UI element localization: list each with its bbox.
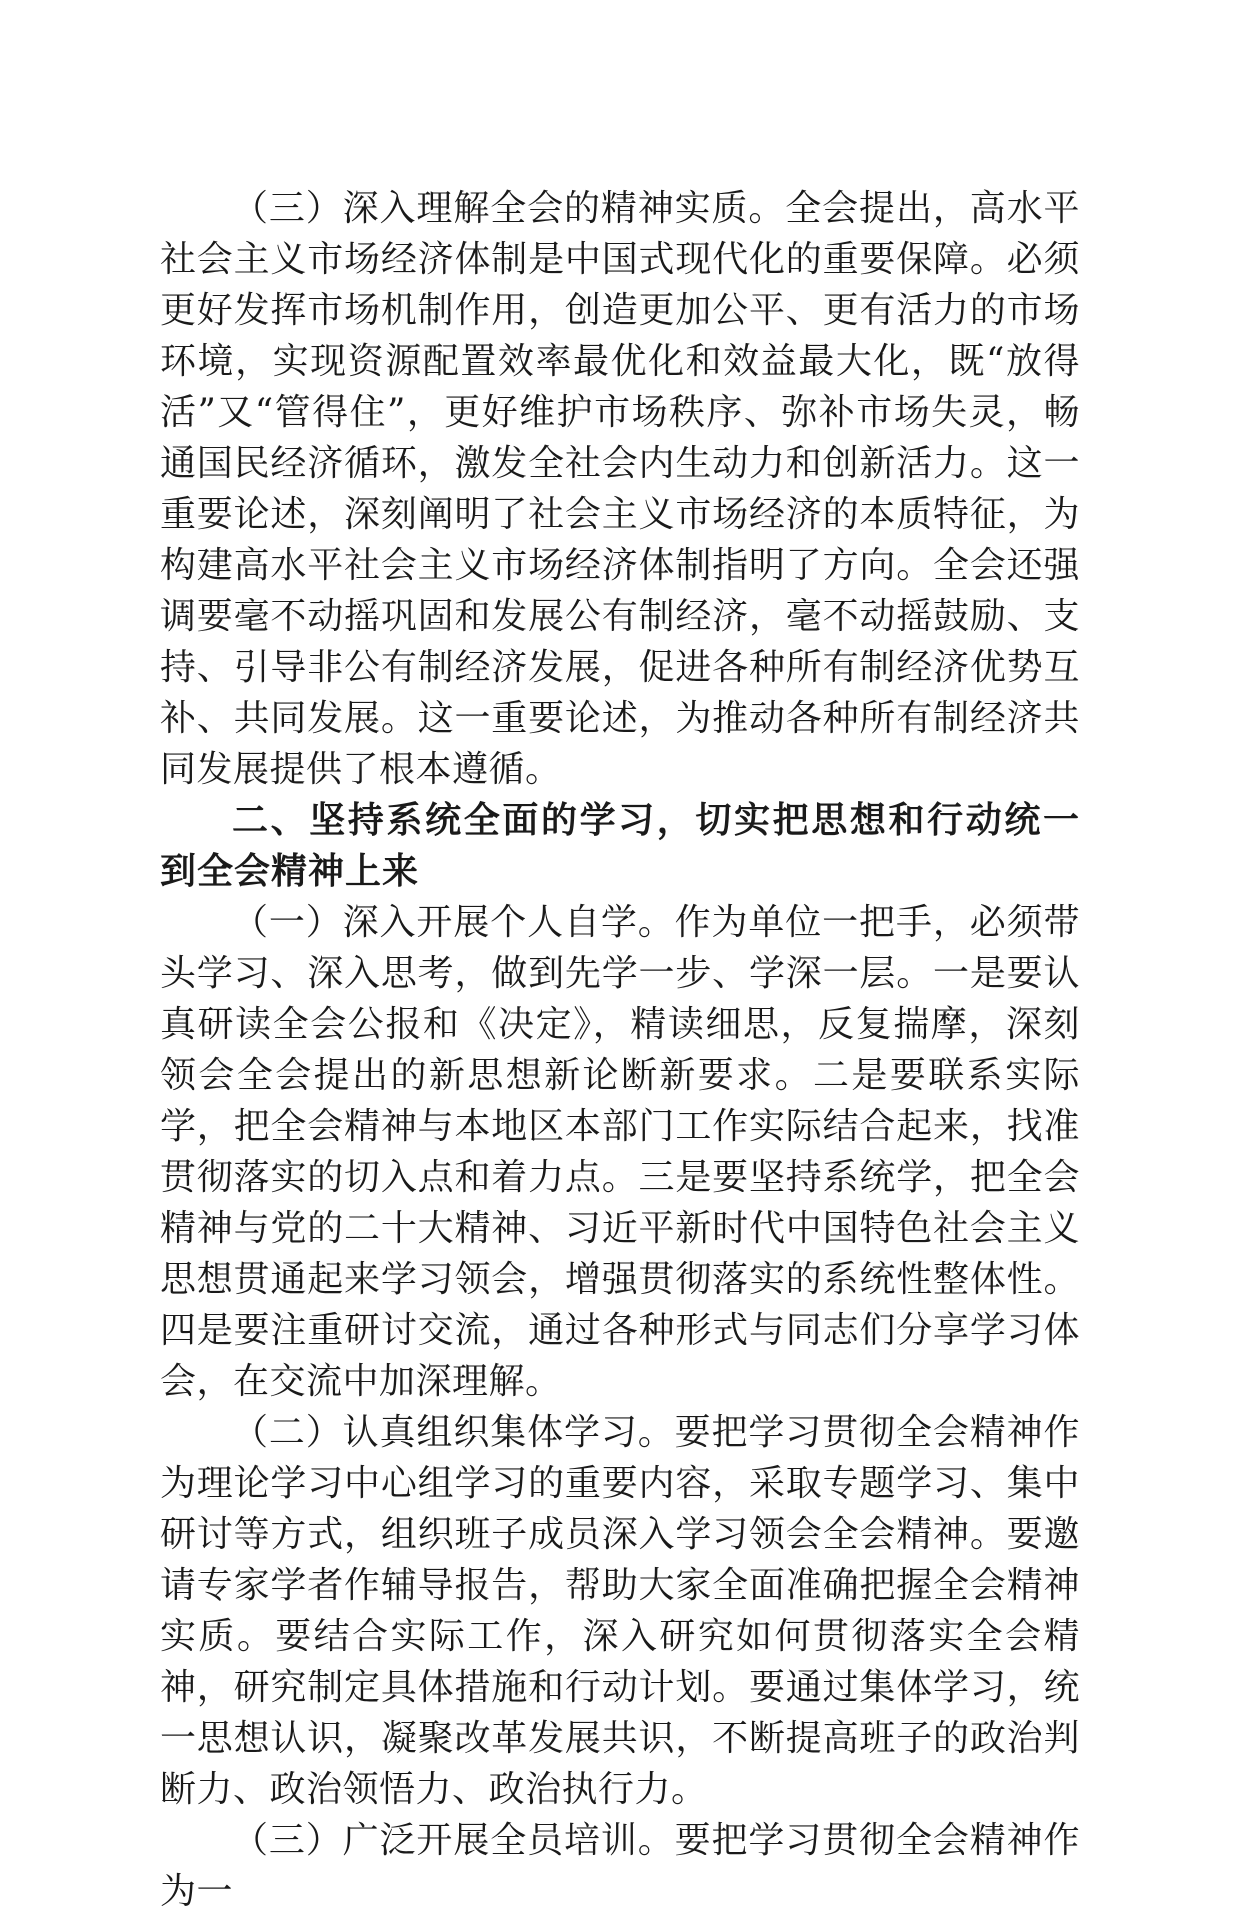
paragraph-staff-training: （三）广泛开展全员培训。要把学习贯彻全会精神作为一: [160, 1820, 1080, 1912]
document-page: [160, 183, 1080, 1917]
paragraph-group-study: （二）认真组织集体学习。要把学习贯彻全会精神作为理论学习中心组学习的重要内容，采取专题学习、集中研讨等方式，组织班子成员深入学习领会全会精神。要邀请专家学者作辅导报告，帮助大家全面准确把握全会精神实质。要结合实际工作，深入研究如何贯彻落实全会精神，研究制定具体措施和行动计划。要通过集体学习，统一思想认识，凝聚改革发展共识，不断提高班子的政治判断力、政治领悟力、政治执行力。: [160, 1412, 1080, 1810]
paragraph-self-study: （一）深入开展个人自学。作为单位一把手，必须带头学习、深入思考，做到先学一步、学深一层。一是要认真研读全会公报和《决定》，精读细思，反复揣摩，深刻领会全会提出的新思想新论断新要求。二是要联系实际学，把全会精神与本地区本部门工作实际结合起来，找准贯彻落实的切入点和着力点。三是要坚持系统学，把全会精神与党的二十大精神、习近平新时代中国特色社会主义思想贯通起来学习领会，增强贯彻落实的系统性整体性。四是要注重研讨交流，通过各种形式与同志们分享学习体会，在交流中加深理解。: [160, 902, 1080, 1402]
paragraph-market-economy: （三）深入理解全会的精神实质。全会提出，高水平社会主义市场经济体制是中国式现代化的重要保障。必须更好发挥市场机制作用，创造更加公平、更有活力的市场环境，实现资源配置效率最优化和效益最大化，既“放得活”又“管得住”，更好维护市场秩序、弥补市场失灵，畅通国民经济循环，激发全社会内生动力和创新活力。这一重要论述，深刻阐明了社会主义市场经济的本质特征，为构建高水平社会主义市场经济体制指明了方向。全会还强调要毫不动摇巩固和发展公有制经济，毫不动摇鼓励、支持、引导非公有制经济发展，促进各种所有制经济优势互补、共同发展。这一重要论述，为推动各种所有制经济共同发展提供了根本遵循。: [160, 188, 1080, 790]
section-heading-2: 二、坚持系统全面的学习，切实把思想和行动统一到全会精神上来: [160, 800, 1080, 892]
